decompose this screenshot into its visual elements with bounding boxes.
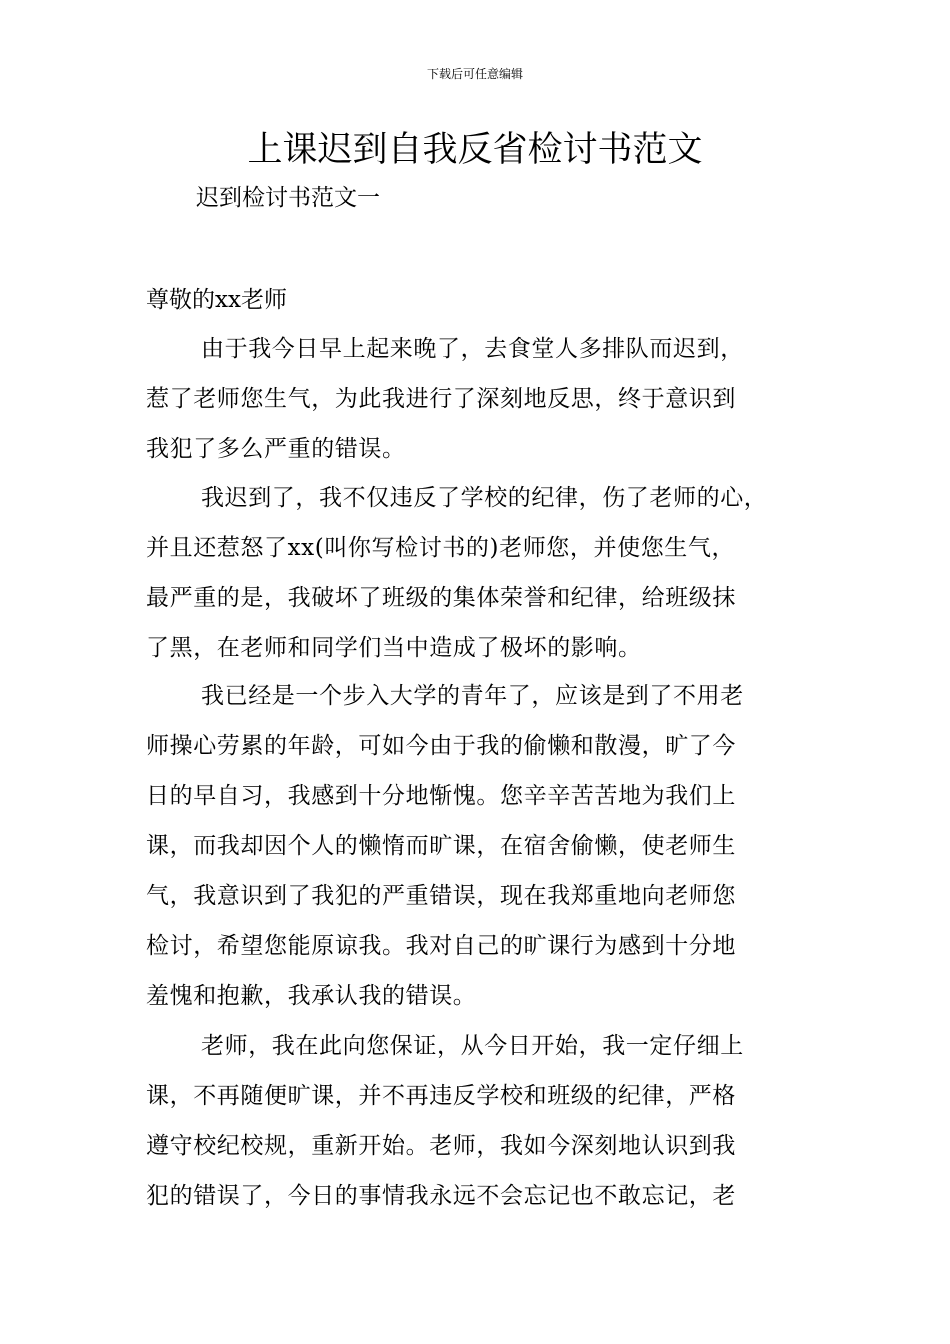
document-subtitle: 迟到检讨书范文一: [196, 185, 380, 211]
paragraph-line: 我犯了多么严重的错误。: [146, 436, 406, 462]
paragraph-line: 课，而我却因个人的懒惰而旷课，在宿舍偷懒，使老师生: [146, 833, 736, 859]
paragraph-line: 惹了老师您生气，为此我进行了深刻地反思，终于意识到: [146, 386, 736, 412]
paragraph-line: 遵守校纪校规，重新开始。老师，我如今深刻地认识到我: [146, 1133, 736, 1159]
paragraph-line: 由于我今日早上起来晚了，去食堂人多排队而迟到，: [201, 336, 744, 362]
paragraph-line: 犯的错误了，今日的事情我永远不会忘记也不敢忘记，老: [146, 1183, 736, 1209]
paragraph-line: 老师，我在此向您保证，从今日开始，我一定仔细上: [201, 1033, 744, 1059]
paragraph-line: 师操心劳累的年龄，可如今由于我的偷懒和散漫，旷了今: [146, 733, 736, 759]
paragraph-line: 气，我意识到了我犯的严重错误，现在我郑重地向老师您: [146, 883, 736, 909]
paragraph-2: [146, 473, 826, 673]
paragraph-1: [146, 324, 826, 474]
salutation: 尊敬的xx老师: [146, 287, 287, 313]
paragraph-line: 羞愧和抱歉，我承认我的错误。: [146, 983, 477, 1009]
paragraph-line: 课，不再随便旷课，并不再违反学校和班级的纪律，严格: [146, 1083, 736, 1109]
paragraph-line: 日的早自习，我感到十分地惭愧。您辛辛苦苦地为我们上: [146, 783, 736, 809]
header-note: 下载后可任意编辑: [426, 67, 523, 81]
paragraph-line: 了黑，在老师和同学们当中造成了极坏的影响。: [146, 635, 642, 661]
paragraph-line: 并且还惹怒了xx(叫你写检讨书的)老师您，并使您生气，: [146, 535, 736, 561]
paragraph-line: 检讨，希望您能原谅我。我对自己的旷课行为感到十分地: [146, 933, 736, 959]
document-title: 上课迟到自我反省检讨书范文: [247, 130, 703, 170]
paragraph-line: 我迟到了，我不仅违反了学校的纪律，伤了老师的心，: [201, 485, 768, 511]
paragraph-line: 我已经是一个步入大学的青年了，应该是到了不用老: [201, 683, 744, 709]
paragraph-line: 最严重的是，我破坏了班级的集体荣誉和纪律，给班级抹: [146, 585, 736, 611]
paragraph-3: [146, 671, 826, 1021]
paragraph-4: [146, 1021, 826, 1221]
